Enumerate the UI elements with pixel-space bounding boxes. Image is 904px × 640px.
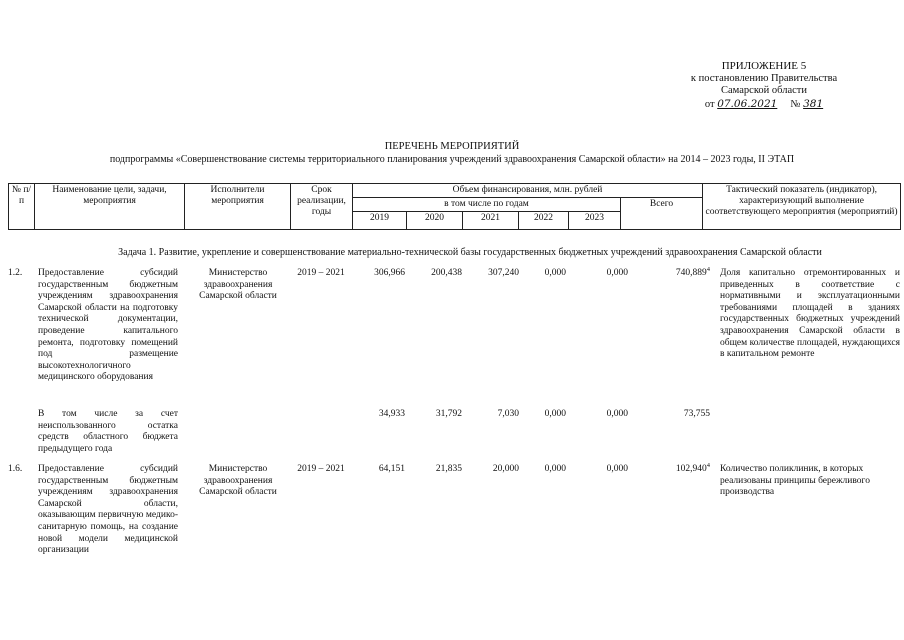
row-num: 1.6. bbox=[8, 464, 23, 474]
document-subtitle: подпрограммы «Совершенствование системы территориального планирования учреждений здравоохранения Самарской области» на 2014 – 2023 годы, II ЭТАП bbox=[109, 154, 795, 165]
header-funding: Объем финансирования, млн. рублей bbox=[353, 184, 703, 198]
header-year-2019: 2019 bbox=[353, 212, 407, 230]
row-value-2020: 200,438 bbox=[431, 268, 462, 278]
row-value-2022: 0,000 bbox=[544, 268, 566, 278]
row-executor: Министерство здравоохранения Самарской области bbox=[199, 464, 277, 498]
header-year-2023: 2023 bbox=[569, 212, 621, 230]
row-indicator: Количество поликлиник, в которых реализованы принципы бережливого производства bbox=[720, 464, 870, 498]
header-executors: Исполнители мероприятия bbox=[185, 184, 291, 230]
header-year-2022: 2022 bbox=[519, 212, 569, 230]
annex-line-2: Самарской области bbox=[721, 85, 807, 96]
annex-line-1: к постановлению Правительства bbox=[690, 72, 838, 84]
row-num: 1.2. bbox=[8, 268, 23, 278]
row-value-2021: 7,030 bbox=[497, 409, 519, 419]
header-term: Срок реализации, годы bbox=[291, 184, 353, 230]
row-value-2022: 0,000 bbox=[544, 409, 566, 419]
row-total-footnote: 4 bbox=[706, 265, 710, 273]
annex-number-value: 381 bbox=[803, 97, 824, 110]
row-name: В том числе за счет неиспользованного остатка средств областного бюджета предыдущего года bbox=[38, 409, 178, 454]
row-term: 2019 – 2021 bbox=[297, 464, 345, 474]
header-year-2020: 2020 bbox=[407, 212, 463, 230]
annex-number-prefix: № bbox=[790, 98, 801, 110]
row-value-2023: 0,000 bbox=[606, 464, 628, 474]
row-value-2019: 64,151 bbox=[378, 464, 405, 474]
row-total bbox=[628, 265, 710, 280]
row-value-2020: 31,792 bbox=[435, 409, 462, 419]
task-heading: Задача 1. Развитие, укрепление и совершенствование материально-технической базы государственных бюджетных учреждений здравоохранения Самарской области bbox=[118, 247, 822, 258]
annex-title: ПРИЛОЖЕНИЕ 5 bbox=[721, 60, 807, 72]
row-value-2021: 20,000 bbox=[492, 464, 519, 474]
annex-block bbox=[664, 60, 864, 111]
annex-date-prefix: от bbox=[704, 98, 715, 110]
row-total-value: 102,940 bbox=[675, 464, 707, 474]
row-value-2019: 306,966 bbox=[374, 268, 405, 278]
annex-date-value: 07.06.2021 bbox=[717, 97, 778, 110]
row-value-2020: 21,835 bbox=[435, 464, 462, 474]
header-year-2021: 2021 bbox=[463, 212, 519, 230]
header-num: № п/п bbox=[9, 184, 35, 230]
row-executor: Министерство здравоохранения Самарской области bbox=[199, 268, 277, 302]
header-by-years: в том числе по годам bbox=[353, 198, 621, 212]
header-name: Наименование цели, задачи, мероприятия bbox=[35, 184, 185, 230]
row-value-2019: 34,933 bbox=[378, 409, 405, 419]
document-title: ПЕРЕЧЕНЬ МЕРОПРИЯТИЙ bbox=[384, 141, 520, 152]
annex-date-line bbox=[664, 98, 864, 112]
row-term: 2019 – 2021 bbox=[297, 268, 345, 278]
row-total: 73,755 bbox=[683, 409, 710, 419]
row-total bbox=[628, 461, 710, 476]
header-total: Всего bbox=[621, 198, 703, 230]
row-total-value: 740,889 bbox=[675, 268, 707, 278]
row-value-2022: 0,000 bbox=[544, 464, 566, 474]
row-value-2023: 0,000 bbox=[606, 409, 628, 419]
header-indicator: Тактический показатель (индикатор), характеризующий выполнение соответствующего мероприятия (мероприятий) bbox=[703, 184, 901, 230]
row-value-2023: 0,000 bbox=[606, 268, 628, 278]
row-value-2021: 307,240 bbox=[488, 268, 519, 278]
row-total-footnote: 4 bbox=[706, 461, 710, 469]
row-name: Предоставление субсидий государственным бюджетным учреждениям здравоохранения Самарской области, оказывающим первичную медико-санитарную помощь, на создание новой модели медицинской организации bbox=[38, 464, 178, 556]
row-indicator: Доля капитально отремонтированных и приведенных в соответствие с нормативными и эксплуатационными требованиями площадей в зданиях государственных бюджетных учреждений здравоохранения Самарской области в общем количестве площадей, нуждающихся в капитальном ремонте bbox=[720, 268, 900, 360]
row-name: Предоставление субсидий государственным бюджетным учреждениям здравоохранения Самарской области на подготовку технической документации, проведение капитального ремонта, подготовку помещений под размещение высокотехнологичного медицинского оборудования bbox=[38, 268, 178, 383]
measures-table-header bbox=[8, 183, 901, 230]
